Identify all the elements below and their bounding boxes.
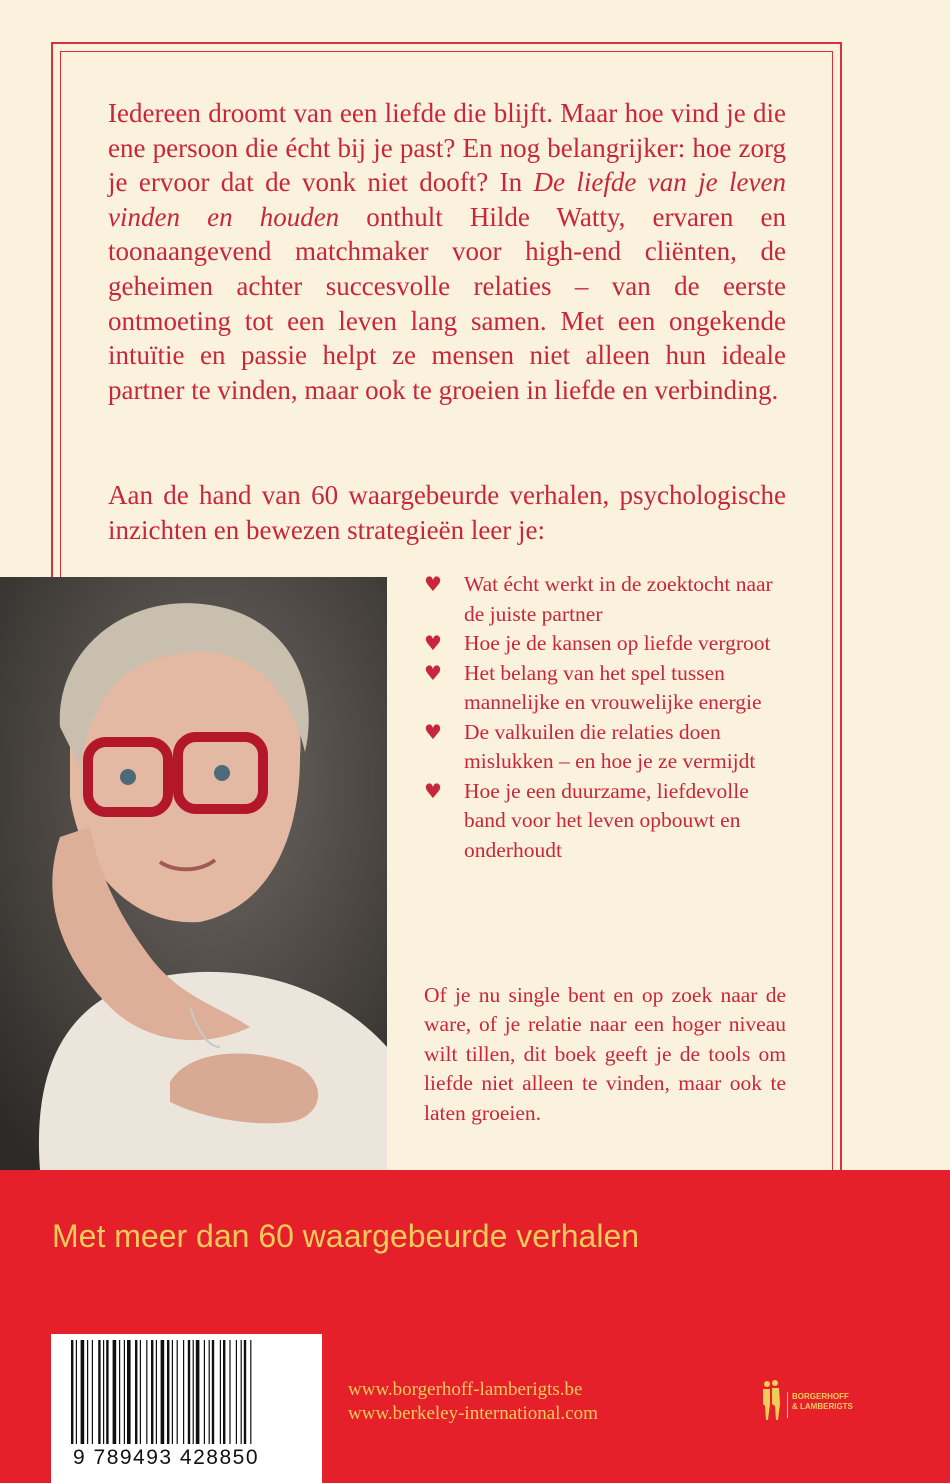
isbn-number: 9 789493 428850 <box>73 1446 259 1469</box>
url-link[interactable]: www.borgerhoff-lamberigts.be <box>348 1379 583 1400</box>
intro-text-end: onthult Hilde Watty, ervaren en toonaangevend matchmaker voor high-end cliënten, de geheimen achter succesvolle relaties – van de eerste ontmoeting tot een leven lang samen. Met een ongekende intuïtie en passie helpt ze mensen niet alleen hun ideale partner te vinden, maar ook te groeien in liefde en verbinding. <box>108 201 787 405</box>
list-item <box>424 659 794 718</box>
list-item-text: Het belang van het spel tussen mannelijke en vrouwelijke energie <box>464 660 762 714</box>
heart-icon: ♥ <box>424 719 442 744</box>
publisher-urls <box>348 1378 598 1426</box>
intro-paragraph-2: Aan de hand van 60 waargebeurde verhalen, psychologische inzichten en bewezen strategieën leer je: <box>108 480 786 545</box>
barcode-bars <box>71 1340 303 1444</box>
list-item <box>424 718 794 777</box>
intro-text-start: Iedereen droomt van een liefde die blijft. Maar hoe vind je die ene persoon die écht bij je past? En nog belangrijker: hoe zorg je ervoor dat de vonk niet dooft? In <box>108 98 786 198</box>
list-item-text: Hoe je de kansen op liefde vergroot <box>464 631 771 655</box>
list-item <box>424 629 794 659</box>
list-item <box>424 777 794 866</box>
list-item <box>424 570 794 629</box>
barcode <box>51 1334 322 1483</box>
author-photo <box>0 577 387 1170</box>
heart-icon: ♥ <box>424 660 442 685</box>
publisher-name-line2: & LAMBERIGTS <box>792 1402 853 1411</box>
url-link[interactable]: www.berkeley-international.com <box>348 1403 598 1424</box>
heart-icon: ♥ <box>424 572 442 596</box>
closing-paragraph: Of je nu single bent en op zoek naar de ware, of je relatie naar een hoger niveau wilt tillen, dit boek geeft je de tools om liefde niet alleen te vinden, maar ook te laten groeien. <box>424 983 786 1125</box>
publisher-name <box>792 1392 853 1412</box>
list-item-text: De valkuilen die relaties doen mislukken – en hoe je ze vermijdt <box>464 719 756 773</box>
heart-icon: ♥ <box>424 631 442 655</box>
list-item-text: Hoe je een duurzame, liefdevolle band voor het leven opbouwt en onderhoudt <box>464 778 749 862</box>
list-item-text: Wat écht werkt in de zoektocht naar de juiste partner <box>464 572 773 626</box>
book-title: De liefde van je leven vinden en houden <box>108 167 786 232</box>
intro-paragraph <box>108 96 786 407</box>
publisher-name-line1: BORGERHOFF <box>792 1392 849 1401</box>
tagline: Met meer dan 60 waargebeurde verhalen <box>52 1218 640 1254</box>
heart-icon: ♥ <box>424 778 442 803</box>
logo-divider <box>787 1392 788 1418</box>
benefit-list <box>424 570 794 865</box>
